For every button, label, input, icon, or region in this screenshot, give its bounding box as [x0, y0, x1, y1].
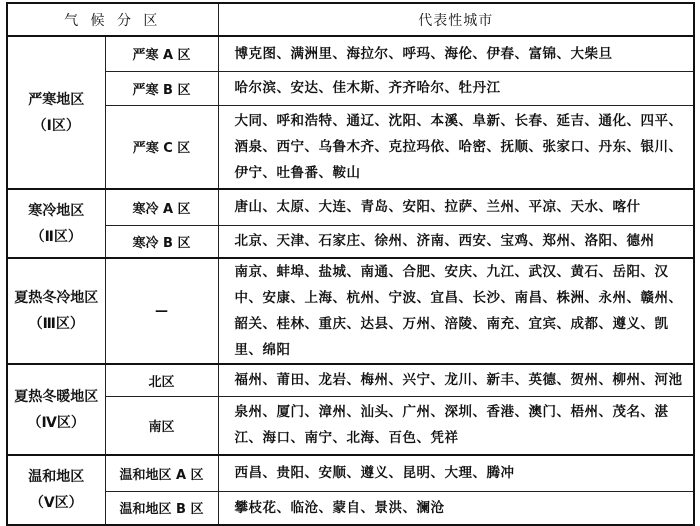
city-list: 西昌、贵阳、安顺、遵义、昆明、大理、腾冲 — [218, 455, 694, 491]
city-list: 攀枝花、临沧、蒙自、景洪、澜沧 — [218, 491, 694, 525]
city-list: 北京、天津、石家庄、徐州、济南、西安、宝鸡、郑州、洛阳、德州 — [218, 225, 694, 258]
table-row — [7, 396, 694, 455]
subzone-label: 北区 — [105, 364, 218, 396]
table-row — [7, 225, 694, 258]
zone-cell — [7, 364, 105, 455]
table-row — [7, 364, 694, 396]
zone-cell — [7, 36, 105, 189]
table-row — [7, 491, 694, 525]
zone-name: 夏热冬暖地区 — [14, 388, 99, 405]
header-climate-zone: 气 候 分 区 — [7, 3, 218, 36]
city-list: 大同、呼和浩特、通辽、沈阳、本溪、阜新、长春、延吉、通化、四平、酒泉、西宁、乌鲁木齐、克拉玛依、哈密、抚顺、张家口、丹东、银川、伊宁、吐鲁番、鞍山 — [218, 105, 694, 189]
subzone-label: 严寒 A 区 — [105, 36, 218, 71]
table-header-row — [7, 3, 694, 36]
zone-code: （Ⅰ区） — [32, 117, 80, 134]
table-row — [7, 455, 694, 491]
city-list: 南京、蚌埠、盐城、南通、合肥、安庆、九江、武汉、黄石、岳阳、汉中、安康、上海、杭州、宁波、宜昌、长沙、南昌、株洲、永州、赣州、韶关、桂林、重庆、达县、万州、涪陵、南充、宜宾、成都、遵义、凯里、绵阳 — [218, 258, 694, 364]
zone-code: （Ⅴ区） — [29, 495, 83, 511]
zone-cell — [7, 258, 105, 364]
zone-cell — [7, 189, 105, 258]
header-representative-cities: 代表性城市 — [218, 3, 694, 36]
city-list: 博克图、满洲里、海拉尔、呼玛、海伦、伊春、富锦、大柴旦 — [218, 36, 694, 71]
table-row — [7, 71, 694, 105]
city-list: 福州、莆田、龙岩、梅州、兴宁、龙川、新丰、英德、贺州、柳州、河池 — [218, 364, 694, 396]
city-list: 哈尔滨、安达、佳木斯、齐齐哈尔、牡丹江 — [218, 71, 694, 105]
climate-zone-table — [6, 2, 695, 526]
zone-code: （Ⅱ区） — [30, 228, 82, 245]
city-list: 唐山、太原、大连、青岛、安阳、拉萨、兰州、平凉、天水、喀什 — [218, 189, 694, 225]
zone-name: 温和地区 — [28, 469, 85, 485]
city-list: 泉州、厦门、漳州、汕头、广州、深圳、香港、澳门、梧州、茂名、湛江、海口、南宁、北海、百色、凭祥 — [218, 396, 694, 455]
table-row — [7, 105, 694, 189]
subzone-label: 温和地区 B 区 — [105, 491, 218, 525]
subzone-label: 南区 — [105, 396, 218, 455]
zone-name: 严寒地区 — [28, 91, 85, 108]
subzone-label: 严寒 C 区 — [105, 105, 218, 189]
zone-code: （Ⅳ区） — [27, 414, 85, 431]
subzone-label: 严寒 B 区 — [105, 71, 218, 105]
zone-code: （Ⅲ区） — [28, 316, 84, 332]
table-row — [7, 258, 694, 364]
table-row — [7, 36, 694, 71]
subzone-label: 寒冷 B 区 — [105, 225, 218, 258]
zone-name: 寒冷地区 — [28, 202, 85, 219]
subzone-label: 温和地区 A 区 — [105, 455, 218, 491]
table-row — [7, 189, 694, 225]
zone-name: 夏热冬冷地区 — [14, 290, 99, 306]
subzone-label: 寒冷 A 区 — [105, 189, 218, 225]
zone-cell — [7, 455, 105, 525]
subzone-label: — — [105, 258, 218, 364]
